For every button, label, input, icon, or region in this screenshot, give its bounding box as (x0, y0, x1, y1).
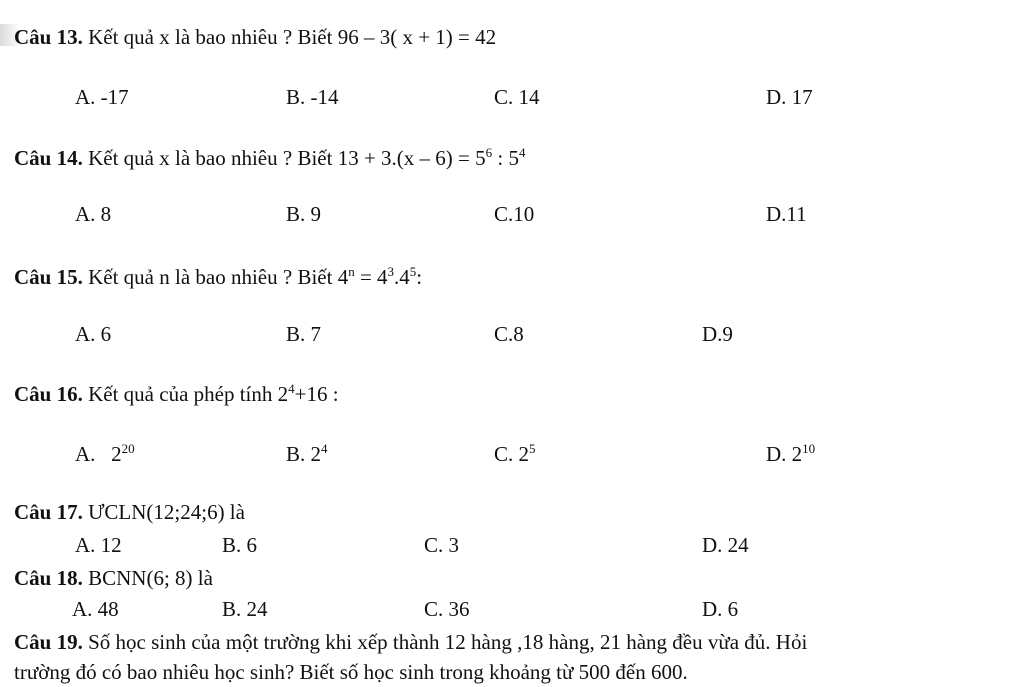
base: 2 (277, 382, 289, 406)
option-c[interactable]: C.8 (494, 322, 524, 346)
option-d[interactable]: D. 6 (702, 597, 739, 621)
exponent: 6 (485, 145, 493, 160)
question-text: Kết quả n là bao nhiêu ? Biết (82, 265, 338, 289)
equation: 96 – 3( x + 1) = 42 (337, 25, 497, 49)
question-17 (14, 500, 245, 524)
question-text-continued: trường đó có bao nhiêu học sinh? Biết số học sinh trong khoảng từ 500 đến 600. (14, 660, 688, 684)
question-label: Câu 13. (14, 25, 83, 49)
question-label: Câu 18. (14, 566, 83, 590)
exponent: 4 (288, 381, 295, 396)
exponent: 3 (387, 264, 395, 279)
question-text: Kết quả x là bao nhiêu ? Biết (82, 25, 338, 49)
option-c[interactable]: C. 36 (424, 597, 470, 621)
option-prefix: C. (494, 442, 519, 466)
question-label: Câu 19. (14, 630, 83, 654)
option-c[interactable]: C.10 (494, 202, 535, 226)
option-d[interactable]: D. 24 (702, 533, 749, 557)
question-14 (14, 146, 525, 170)
option-b[interactable]: B. -14 (286, 85, 339, 109)
exponent: 5 (409, 264, 417, 279)
option-c[interactable] (494, 442, 536, 466)
option-a[interactable]: A. 12 (75, 533, 122, 557)
question-15 (14, 265, 422, 289)
question-text: Số học sinh của một trường khi xếp thành 12 hàng ,18 hàng, 21 hàng đều vừa đủ. Hỏi (82, 630, 808, 654)
question-label: Câu 17. (14, 500, 83, 524)
option-d[interactable]: D.11 (766, 202, 807, 226)
equation-part: : (416, 265, 423, 289)
base: 4 (337, 265, 349, 289)
option-b[interactable] (286, 442, 328, 466)
exponent: n (348, 264, 355, 279)
option-d[interactable] (766, 442, 815, 466)
equation-part: : 5 (492, 146, 519, 170)
question-label: Câu 14. (14, 146, 83, 170)
option-a[interactable]: A. 48 (72, 597, 119, 621)
option-b[interactable]: B. 6 (222, 533, 258, 557)
option-d[interactable]: D. 17 (766, 85, 813, 109)
base: 2 (111, 442, 122, 466)
exponent: 4 (518, 145, 526, 160)
option-b[interactable]: B. 24 (222, 597, 268, 621)
base: 2 (310, 442, 322, 466)
base: 2 (791, 442, 803, 466)
exponent: 10 (802, 441, 816, 456)
option-c[interactable]: C. 14 (494, 85, 540, 109)
exponent: 4 (321, 441, 328, 456)
option-a[interactable]: A. 6 (75, 322, 112, 346)
equation-part: 13 + 3.(x – 6) = 5 (337, 146, 486, 170)
option-prefix: A. (75, 442, 112, 466)
question-text: Kết quả của phép tính (82, 382, 278, 406)
option-a[interactable] (75, 442, 135, 466)
base: 2 (518, 442, 530, 466)
option-prefix: B. (286, 442, 311, 466)
question-16 (14, 382, 339, 406)
option-d[interactable]: D.9 (702, 322, 733, 346)
question-text: Kết quả x là bao nhiêu ? Biết (82, 146, 338, 170)
question-13 (14, 25, 496, 49)
question-18 (14, 566, 213, 590)
equation-part: = 4 (354, 265, 388, 289)
equation-part: .4 (394, 265, 410, 289)
option-a[interactable]: A. 8 (75, 202, 112, 226)
question-text: ƯCLN(12;24;6) là (82, 500, 245, 524)
option-c[interactable]: C. 3 (424, 533, 460, 557)
option-a[interactable]: A. -17 (75, 85, 129, 109)
question-text: BCNN(6; 8) là (82, 566, 213, 590)
exponent: 5 (529, 441, 536, 456)
question-19 (14, 630, 807, 654)
equation-part: +16 : (294, 382, 339, 406)
option-b[interactable]: B. 9 (286, 202, 322, 226)
exponent: 20 (121, 441, 135, 456)
option-prefix: D. (766, 442, 792, 466)
question-label: Câu 15. (14, 265, 83, 289)
question-label: Câu 16. (14, 382, 83, 406)
option-b[interactable]: B. 7 (286, 322, 322, 346)
